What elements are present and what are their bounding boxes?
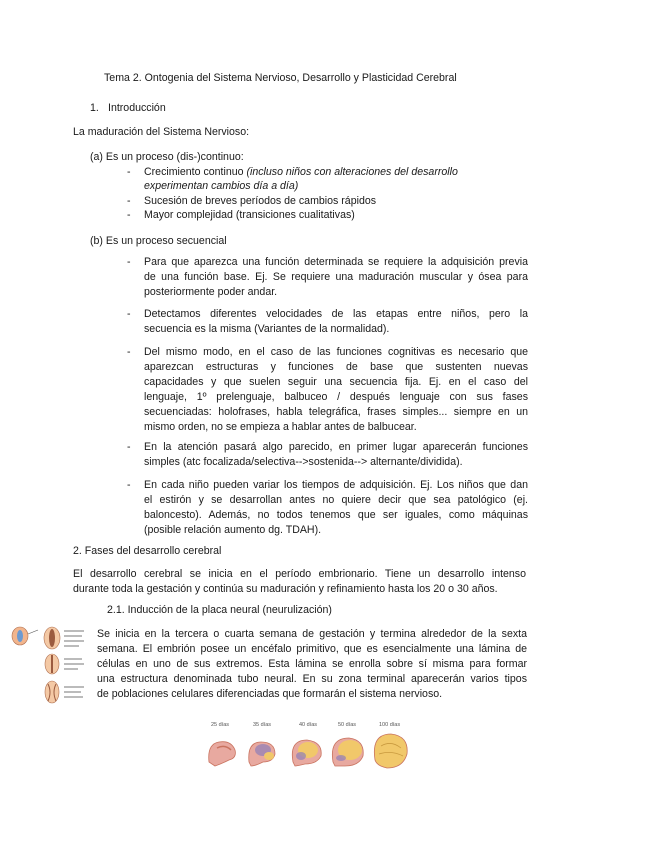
list-bullet: - [127, 195, 131, 207]
list-item [144, 307, 528, 337]
line: baloncesto). Además, no todos tenemos que ser iguales, como máquinas [144, 509, 528, 521]
list-label-a: (a) Es un proceso (dis-)continuo: [90, 151, 244, 163]
list-item [144, 440, 528, 470]
section-number: 1. [90, 102, 99, 114]
line: mismo orden, no se empieza a hablar antes de balbucear. [144, 421, 417, 433]
line: En la atención pasará algo parecido, en primer lugar aparecerán funciones [144, 441, 528, 453]
list-item-continued [144, 179, 298, 194]
embryo-illustration [8, 622, 88, 710]
list-item-italic: (incluso niños con alteraciones del desarrollo [246, 166, 458, 178]
line: En cada niño pueden variar los tiempos de adquisición. Ej. Los niños que dan [144, 479, 528, 491]
subsection-heading: 2.1. Inducción de la placa neural (neurulización) [107, 604, 332, 616]
brain-stages-graphic [205, 730, 410, 770]
paragraph [73, 567, 526, 597]
list-label-b: (b) Es un proceso secuencial [90, 235, 227, 247]
line: simples (atc focalizada/selectiva-->sostenida--> alternante/dividida). [144, 456, 463, 468]
list-item [144, 345, 528, 435]
list-bullet: - [127, 209, 131, 221]
list-item [144, 165, 458, 180]
list-bullet: - [127, 256, 131, 268]
line: de una función base. Ej. Se requiere una maduración muscular y ósea para [144, 271, 528, 283]
stage-label: 50 días [338, 722, 357, 728]
section-heading: 2. Fases del desarrollo cerebral [73, 545, 222, 557]
line: células en uno de sus extremos. Esta lámina se enrolla sobre sí misma para formar [97, 658, 527, 670]
stage-label: 40 días [299, 722, 318, 728]
stage-label: 25 días [211, 722, 230, 728]
line: (posible relación aumento dg. TDAH). [144, 524, 322, 536]
line: Se inicia en la tercera o cuarta semana de gestación y termina alrededor de la sexta [97, 628, 527, 640]
line: aparezcan estructuras y funciones de base que sustenten nuevas [144, 361, 528, 373]
list-bullet: - [127, 166, 131, 178]
stage-label: 35 días [253, 722, 272, 728]
line: El desarrollo cerebral se inicia en el período embrionario. Tiene un desarrollo intenso [73, 568, 526, 580]
line: el estirón y se desarrollan antes no quiere decir que sea patológico (ej. [144, 494, 528, 506]
line: Detectamos diferentes velocidades de las etapas entre niños, pero la [144, 308, 528, 320]
list-bullet: - [127, 441, 131, 453]
line: Del mismo modo, en el caso de las funciones cognitivas es necesario que [144, 346, 528, 358]
list-bullet: - [127, 346, 131, 358]
line: posteriormente poder andar. [144, 286, 278, 298]
line: semana. El embrión posee un encéfalo primitivo, que es esencialmente una lámina de [97, 643, 527, 655]
paragraph [97, 627, 527, 702]
list-item [144, 255, 528, 300]
list-item-italic: experimentan cambios día a día) [144, 180, 299, 192]
line: lenguaje, 1º prelenguaje, balbuceo / después lenguaje con sus fases [144, 391, 528, 403]
stage-label: 100 días [379, 722, 401, 728]
line: durante toda la gestación y continúa su maduración y refinamiento hasta los 20 o 30 años. [73, 583, 498, 595]
line: secuencia es la misma (Variantes de la normalidad). [144, 323, 390, 335]
list-item: Mayor complejidad (transiciones cualitativas) [144, 209, 355, 221]
line: secuenciadas: holofrases, habla telegráfica, frases simples... siempre en un [144, 406, 528, 418]
brain-development-figure [205, 720, 410, 770]
section-heading: Introducción [108, 102, 166, 114]
list-bullet: - [127, 308, 131, 320]
list-item: Sucesión de breves períodos de cambios rápidos [144, 195, 377, 207]
embryo-illustration-graphic [8, 622, 88, 710]
line: una estructura denominada tubo neural. En su zona terminal aparecerán varios tipos [97, 673, 527, 685]
page-title: Tema 2. Ontogenia del Sistema Nervioso, Desarrollo y Plasticidad Cerebral [104, 72, 457, 84]
line: capacidades y que suelen seguir una secuencia fija. Ej. en el caso del [144, 376, 528, 388]
list-item [144, 478, 528, 538]
list-item-text: Crecimiento continuo [144, 166, 247, 178]
list-bullet: - [127, 479, 131, 491]
line: de poblaciones celulares diferenciadas que formarán el sistema nervioso. [97, 688, 443, 700]
line: Para que aparezca una función determinada se requiere la adquisición previa [144, 256, 528, 268]
intro-text: La maduración del Sistema Nervioso: [73, 126, 250, 138]
